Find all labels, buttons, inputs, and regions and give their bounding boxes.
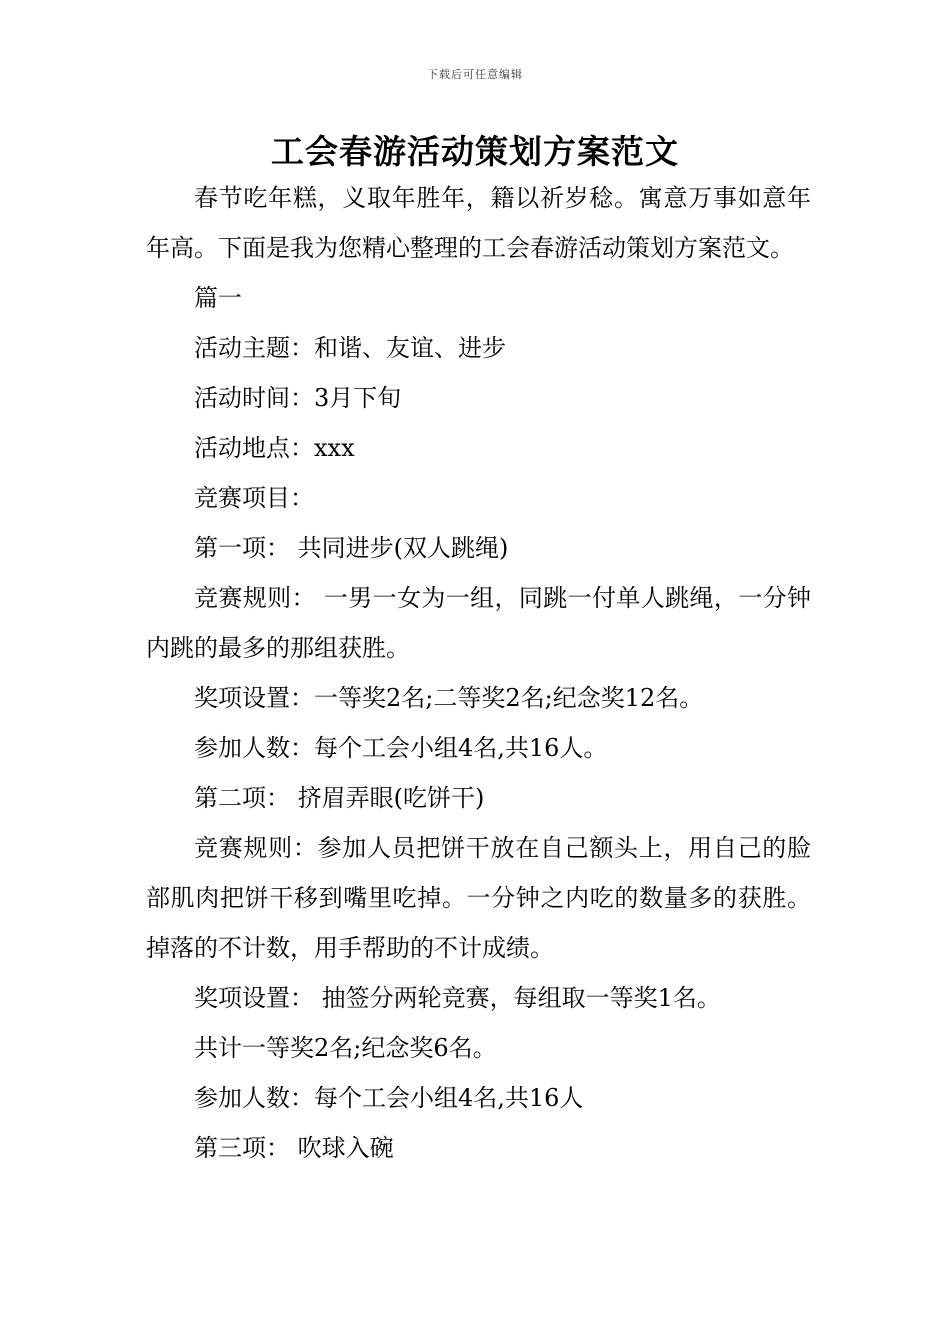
paragraph-event-3: 第三项： 吹球入碗 (194, 1134, 394, 1162)
paragraph-section-label: 篇一 (194, 284, 242, 312)
paragraph-event-2-prizes: 奖项设置： 抽签分两轮竞赛，每组取一等奖1名。 (194, 984, 721, 1012)
paragraph-event-1-prizes: 奖项设置：一等奖2名;二等奖2名;纪念奖12名。 (194, 684, 704, 712)
paragraph-event-1: 第一项： 共同进步(双人跳绳) (194, 534, 509, 562)
paragraph-event-2-participants: 参加人数：每个工会小组4名,共16人 (194, 1084, 584, 1112)
document-body (146, 173, 811, 1173)
paragraph-event-1-rules: 竞赛规则： 一男一女为一组，同跳一付单人跳绳，一分钟内跳的最多的那组获胜。 (146, 584, 811, 662)
paragraph-event-2: 第二项： 挤眉弄眼(吃饼干) (194, 784, 485, 812)
paragraph-location: 活动地点：xxx (194, 434, 355, 462)
paragraph-theme: 活动主题：和谐、友谊、进步 (194, 334, 506, 362)
document-title: 工会春游活动策划方案范文 (271, 132, 679, 171)
paragraph-event-1-participants: 参加人数：每个工会小组4名,共16人。 (194, 734, 608, 762)
paragraph-intro: 春节吃年糕，义取年胜年，籍以祈岁稔。寓意万事如意年年高。下面是我为您精心整理的工会春游活动策划方案范文。 (146, 184, 811, 262)
page-header-note: 下载后可任意编辑 (427, 68, 523, 81)
paragraph-time: 活动时间：3月下旬 (194, 384, 402, 412)
paragraph-event-2-prize-total: 共计一等奖2名;纪念奖6名。 (194, 1034, 497, 1062)
paragraph-events-heading: 竞赛项目： (194, 484, 314, 512)
paragraph-event-2-rules: 竞赛规则：参加人员把饼干放在自己额头上，用自己的脸部肌肉把饼干移到嘴里吃掉。一分钟之内吃的数量多的获胜。掉落的不计数，用手帮助的不计成绩。 (146, 834, 811, 962)
